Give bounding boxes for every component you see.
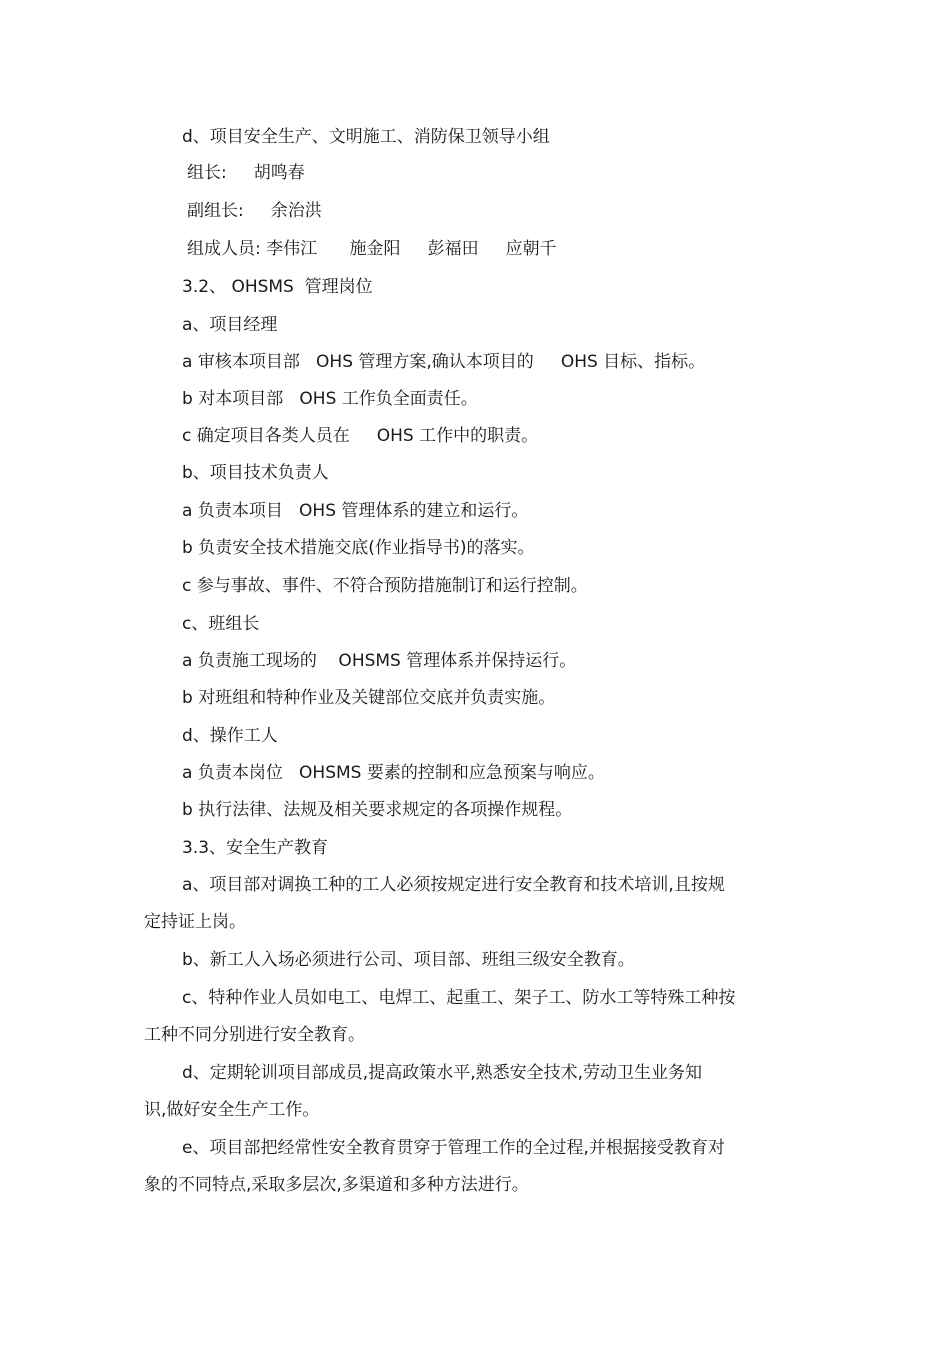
list-item: c 确定项目各类人员在 OHS 工作中的职责。 [182,426,539,446]
paragraph-line: 识,做好安全生产工作。 [144,1100,320,1120]
paragraph-line: 定持证上岗。 [144,912,246,932]
group-deputy: 副组长: 余治洪 [187,201,322,221]
list-item: a 审核本项目部 OHS 管理方案,确认本项目的 OHS 目标、指标。 [182,352,706,372]
paragraph-line: a、项目部对调换工种的工人必须按规定进行安全教育和技术培训,且按规 [182,875,725,895]
paragraph-line: e、项目部把经常性安全教育贯穿于管理工作的全过程,并根据接受教育对 [182,1138,725,1158]
list-item: b 执行法律、法规及相关要求规定的各项操作规程。 [182,800,573,820]
list-item: b 对班组和特种作业及关键部位交底并负责实施。 [182,688,556,708]
role-title-project-manager: a、项目经理 [182,315,278,335]
role-title-technical-lead: b、项目技术负责人 [182,463,329,483]
paragraph-line: 工种不同分别进行安全教育。 [144,1025,365,1045]
section-3-2-heading: 3.2、 OHSMS 管理岗位 [182,277,373,297]
group-leader: 组长: 胡鸣春 [187,163,305,183]
group-title: d、项目安全生产、文明施工、消防保卫领导小组 [182,127,550,147]
list-item: b 负责安全技术措施交底(作业指导书)的落实。 [182,538,535,558]
role-title-team-leader: c、班组长 [182,614,260,634]
group-members: 组成人员: 李伟江 施金阳 彭福田 应朝千 [187,239,557,259]
paragraph-line: b、新工人入场必须进行公司、项目部、班组三级安全教育。 [182,950,635,970]
list-item: a 负责本岗位 OHSMS 要素的控制和应急预案与响应。 [182,763,605,783]
list-item: a 负责施工现场的 OHSMS 管理体系并保持运行。 [182,651,577,671]
list-item: b 对本项目部 OHS 工作负全面责任。 [182,389,478,409]
list-item: c 参与事故、事件、不符合预防措施制订和运行控制。 [182,576,588,596]
list-item: a 负责本项目 OHS 管理体系的建立和运行。 [182,501,529,521]
paragraph-line: c、特种作业人员如电工、电焊工、起重工、架子工、防水工等特殊工种按 [182,988,736,1008]
role-title-operator: d、操作工人 [182,726,278,746]
paragraph-line: d、定期轮训项目部成员,提高政策水平,熟悉安全技术,劳动卫生业务知 [182,1063,703,1083]
section-3-3-heading: 3.3、安全生产教育 [182,838,329,858]
paragraph-line: 象的不同特点,采取多层次,多渠道和多种方法进行。 [144,1175,529,1195]
